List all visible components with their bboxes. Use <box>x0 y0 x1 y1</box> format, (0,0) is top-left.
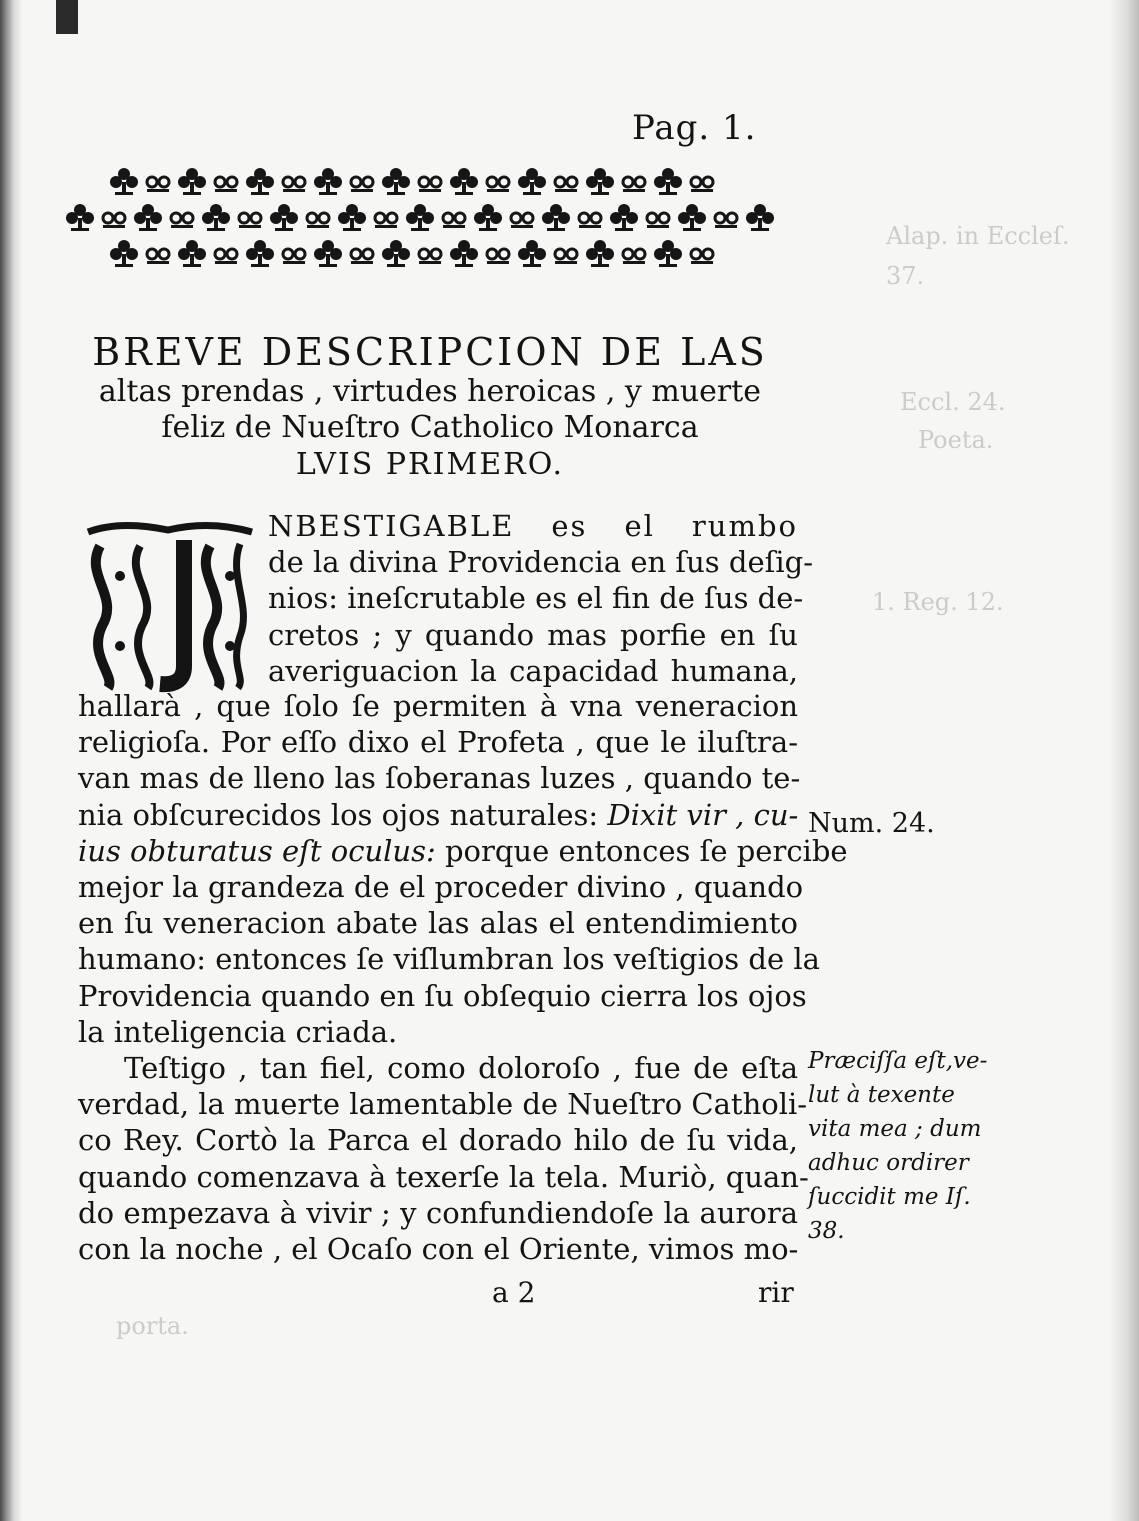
page-edge-shadow <box>1109 0 1139 1521</box>
text-line: hallarà , que ſolo ſe permiten à vna veneracion <box>78 689 798 723</box>
text-line-segment: nia obſcurecidos los ojos naturales: <box>78 797 599 832</box>
text-line: co Rey. Cortò la Parca el dorado hilo de ſu vida, <box>78 1123 798 1158</box>
decorated-initial-letter-icon <box>80 516 258 692</box>
text-line: averiguacion la capacidad humana, <box>268 653 798 688</box>
text-line: con la noche , el Ocaſo con el Oriente, vimos mo- <box>78 1232 799 1267</box>
text-line: Providencia quando en ſu obſequio cierra los ojos <box>78 978 807 1013</box>
margin-note-reference: Num. 24. <box>808 808 935 839</box>
page-gutter-shadow <box>0 0 22 1521</box>
text-line: Teſtigo , tan fiel, como doloroſo , fue de eſta <box>124 1051 798 1086</box>
title-monarch-name: LVIS PRIMERO. <box>295 447 565 482</box>
text-line: do empezava à vivir ; y confundiendoſe la aurora <box>78 1195 798 1230</box>
bleed-through-text: porta. <box>116 1312 189 1340</box>
text-line: religioſa. Por eſſo dixo el Profeta , que le iluſtra- <box>78 725 798 760</box>
bleed-through-text: Alap. in Eccleſ. <box>886 222 1070 250</box>
text-line: humano: entonces ſe viſlumbran los veſtigios de la <box>78 942 820 977</box>
text-line <box>78 833 848 869</box>
text-line: quando comenzava à texerſe la tela. Muriò, quan- <box>78 1159 809 1194</box>
text-line: la inteligencia criada. <box>78 1014 398 1049</box>
text-line <box>78 797 798 833</box>
latin-quote: Dixit vir , cu- <box>607 797 799 832</box>
margin-note-line: 38. <box>808 1218 845 1244</box>
margin-note-line: adhuc ordirer <box>808 1150 969 1176</box>
fleuron-ornament-band <box>60 160 760 280</box>
bleed-through-text: 37. <box>886 262 925 290</box>
bleed-through-text: Eccl. 24. <box>900 388 1006 416</box>
bleed-through-text: 1. Reg. 12. <box>872 588 1004 616</box>
bleed-through-text: Poeta. <box>918 426 994 454</box>
text-line: en ſu veneracion abate las alas el entendimiento <box>78 906 798 941</box>
text-line: van mas de lleno las ſoberanas luzes , quando te- <box>78 761 801 796</box>
text-line: verdad, la muerte lamentable de Nueſtro Catholi- <box>78 1087 808 1122</box>
margin-note-line: lut à texente <box>808 1082 955 1108</box>
text-line: cretos ; y quando mas porfie en ſu <box>268 617 798 652</box>
latin-quote: ius obturatus eſt oculus: <box>78 833 436 868</box>
page-number: Pag. 1. <box>632 108 757 148</box>
text-line: nios: ineſcrutable es el fin de ſus de- <box>268 581 804 616</box>
margin-note-line: vita mea ; dum <box>808 1116 982 1142</box>
title-subline: feliz de Nueſtro Catholico Monarca <box>161 410 699 445</box>
catchword: rir <box>758 1276 794 1309</box>
title-subline: altas prendas , virtudes heroicas , y muerte <box>98 374 762 409</box>
margin-note-line: Præciſſa eſt,ve- <box>808 1048 988 1074</box>
scan-edge-mark <box>56 0 78 34</box>
margin-note-quote <box>808 1044 1018 1248</box>
title-heading: BREVE DESCRIPCION DE LAS <box>92 330 768 374</box>
margin-note-line: ſuccidit me Iſ. <box>808 1184 971 1210</box>
text-line: NBESTIGABLE es el rumbo <box>268 509 798 543</box>
title-block <box>70 330 790 484</box>
signature-mark: a 2 <box>492 1276 536 1309</box>
text-line-segment: porque entonces ſe percibe <box>444 833 848 868</box>
text-line: mejor la grandeza de el proceder divino , quando <box>78 870 804 905</box>
text-line: de la divina Providencia en ſus deſig- <box>268 545 813 580</box>
opening-paragraph-lead <box>268 508 813 689</box>
